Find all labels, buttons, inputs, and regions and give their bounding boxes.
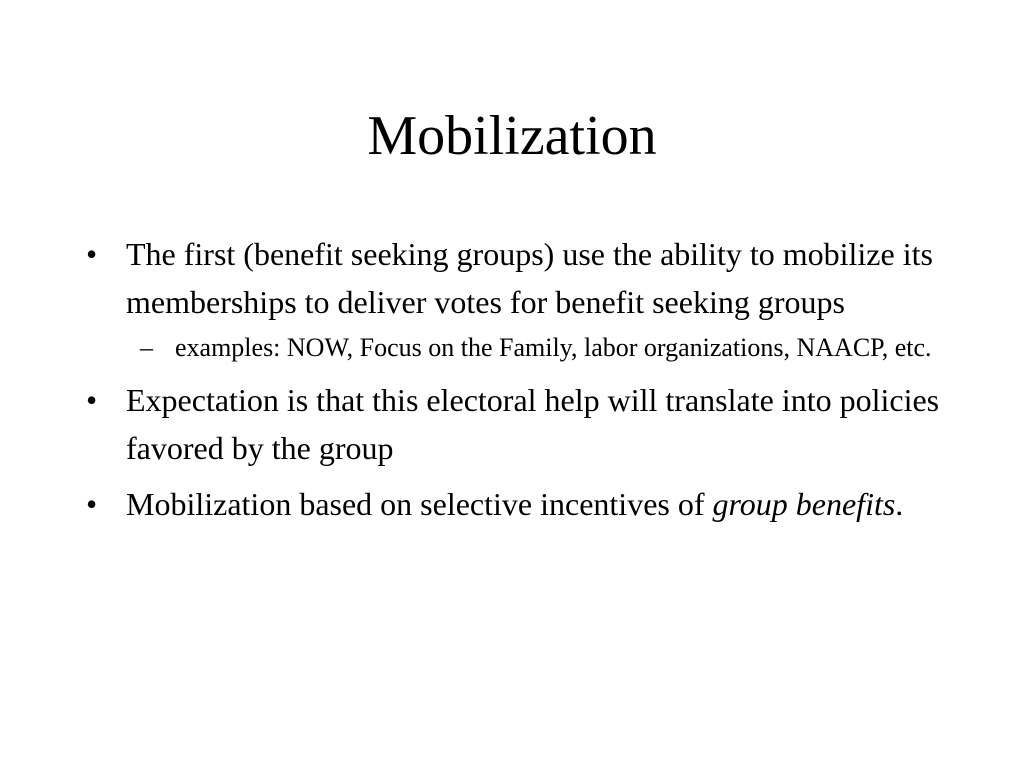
bullet-text: Expectation is that this electoral help will translate into policies favored by the group [126,382,940,466]
bullet-item [86,376,966,472]
bullet-list [86,230,966,536]
sub-bullet-item [130,328,966,368]
bullet-text-emphasis: group benefits [712,486,896,522]
slide-title: Mobilization [367,105,657,167]
bullet-text: Mobilization based on selective incentives of [126,486,713,522]
bullet-item [86,480,966,528]
bullet-text-end: . [895,486,904,522]
sub-bullet-marker: – [140,333,153,362]
bullet-marker: • [86,236,98,272]
bullet-marker: • [86,382,98,418]
bullet-text: The first (benefit seeking groups) use the ability to mobilize its memberships to deliver votes for benefit seeking groups [126,236,933,320]
sub-bullet-text: examples: NOW, Focus on the Family, labor organizations, NAACP, etc. [175,333,932,362]
sub-bullet-list [126,328,966,368]
bullet-item [86,230,966,368]
bullet-marker: • [86,486,98,522]
